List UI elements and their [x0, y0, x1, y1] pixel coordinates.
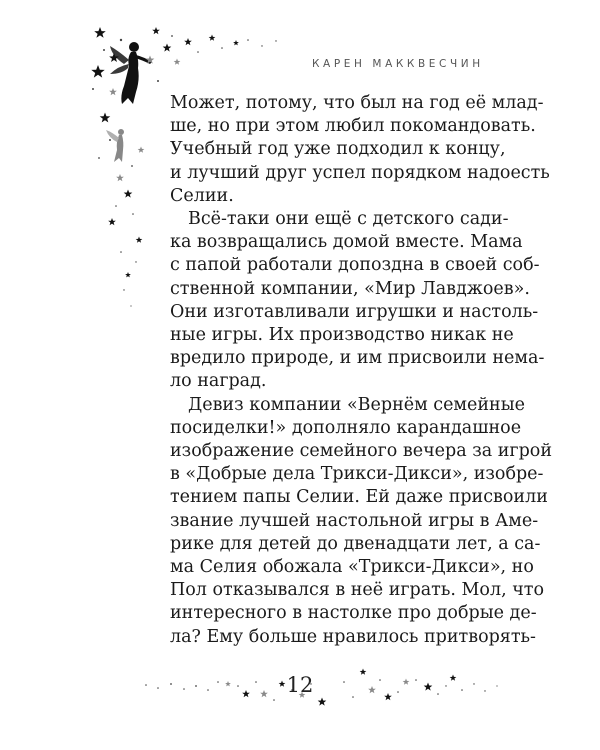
paragraph — [170, 394, 552, 649]
page-number: 12 — [286, 673, 314, 697]
text-line: в «Добрые дела Трикси-Дикси», изобре- — [170, 464, 544, 485]
text-line: изображение семейного вечера за игрой — [170, 441, 552, 462]
fairy-icon — [110, 42, 152, 104]
running-header-author: КАРЕН МАККВЕСЧИН — [312, 58, 484, 70]
body-text — [170, 92, 552, 649]
text-line: звание лучшей настольной игры в Аме- — [170, 510, 539, 531]
text-line: Всё-таки они ещё с детского сади- — [188, 209, 509, 230]
text-line: вредило природе, и им присвоили нема- — [170, 348, 545, 369]
text-line: и лучший друг успел порядком надоесть — [170, 162, 550, 183]
text-line: с папой работали допоздна в своей соб- — [170, 255, 540, 276]
text-line: Девиз компании «Вернём семейные — [188, 394, 526, 415]
text-line: Селии. — [170, 185, 234, 206]
text-line: Может, потому, что был на год её млад- — [170, 93, 544, 113]
text-line: ные игры. Их производство никак не — [170, 325, 514, 346]
paragraph — [170, 92, 550, 208]
text-line: Они изготавливали игрушки и настоль- — [170, 301, 539, 322]
text-line: ма Селия обожала «Трикси-Дикси», но — [170, 557, 534, 578]
text-line: ла? Ему больше нравилось притворять- — [170, 626, 536, 647]
text-line: ло наград. — [170, 371, 267, 392]
text-line: Пол отказывался в неё играть. Мол, что — [170, 580, 544, 601]
text-line: посиделки!» дополняло карандашное — [170, 417, 522, 438]
text-line: ше, но при этом любил покомандовать. — [170, 116, 536, 137]
text-line: Учебный год уже подходил к концу, — [170, 139, 506, 160]
text-line: ственной компании, «Мир Лавджоев». — [170, 278, 530, 299]
text-line: рике для детей до двенадцати лет, а са- — [170, 533, 541, 554]
paragraph — [170, 208, 545, 394]
text-line: интересного в настолке про добрые де- — [170, 603, 537, 624]
small-fairy-icon — [106, 129, 124, 162]
text-line: ка возвращались домой вместе. Мама — [170, 232, 523, 253]
text-line: тением папы Селии. Ей даже присвоили — [170, 487, 548, 508]
